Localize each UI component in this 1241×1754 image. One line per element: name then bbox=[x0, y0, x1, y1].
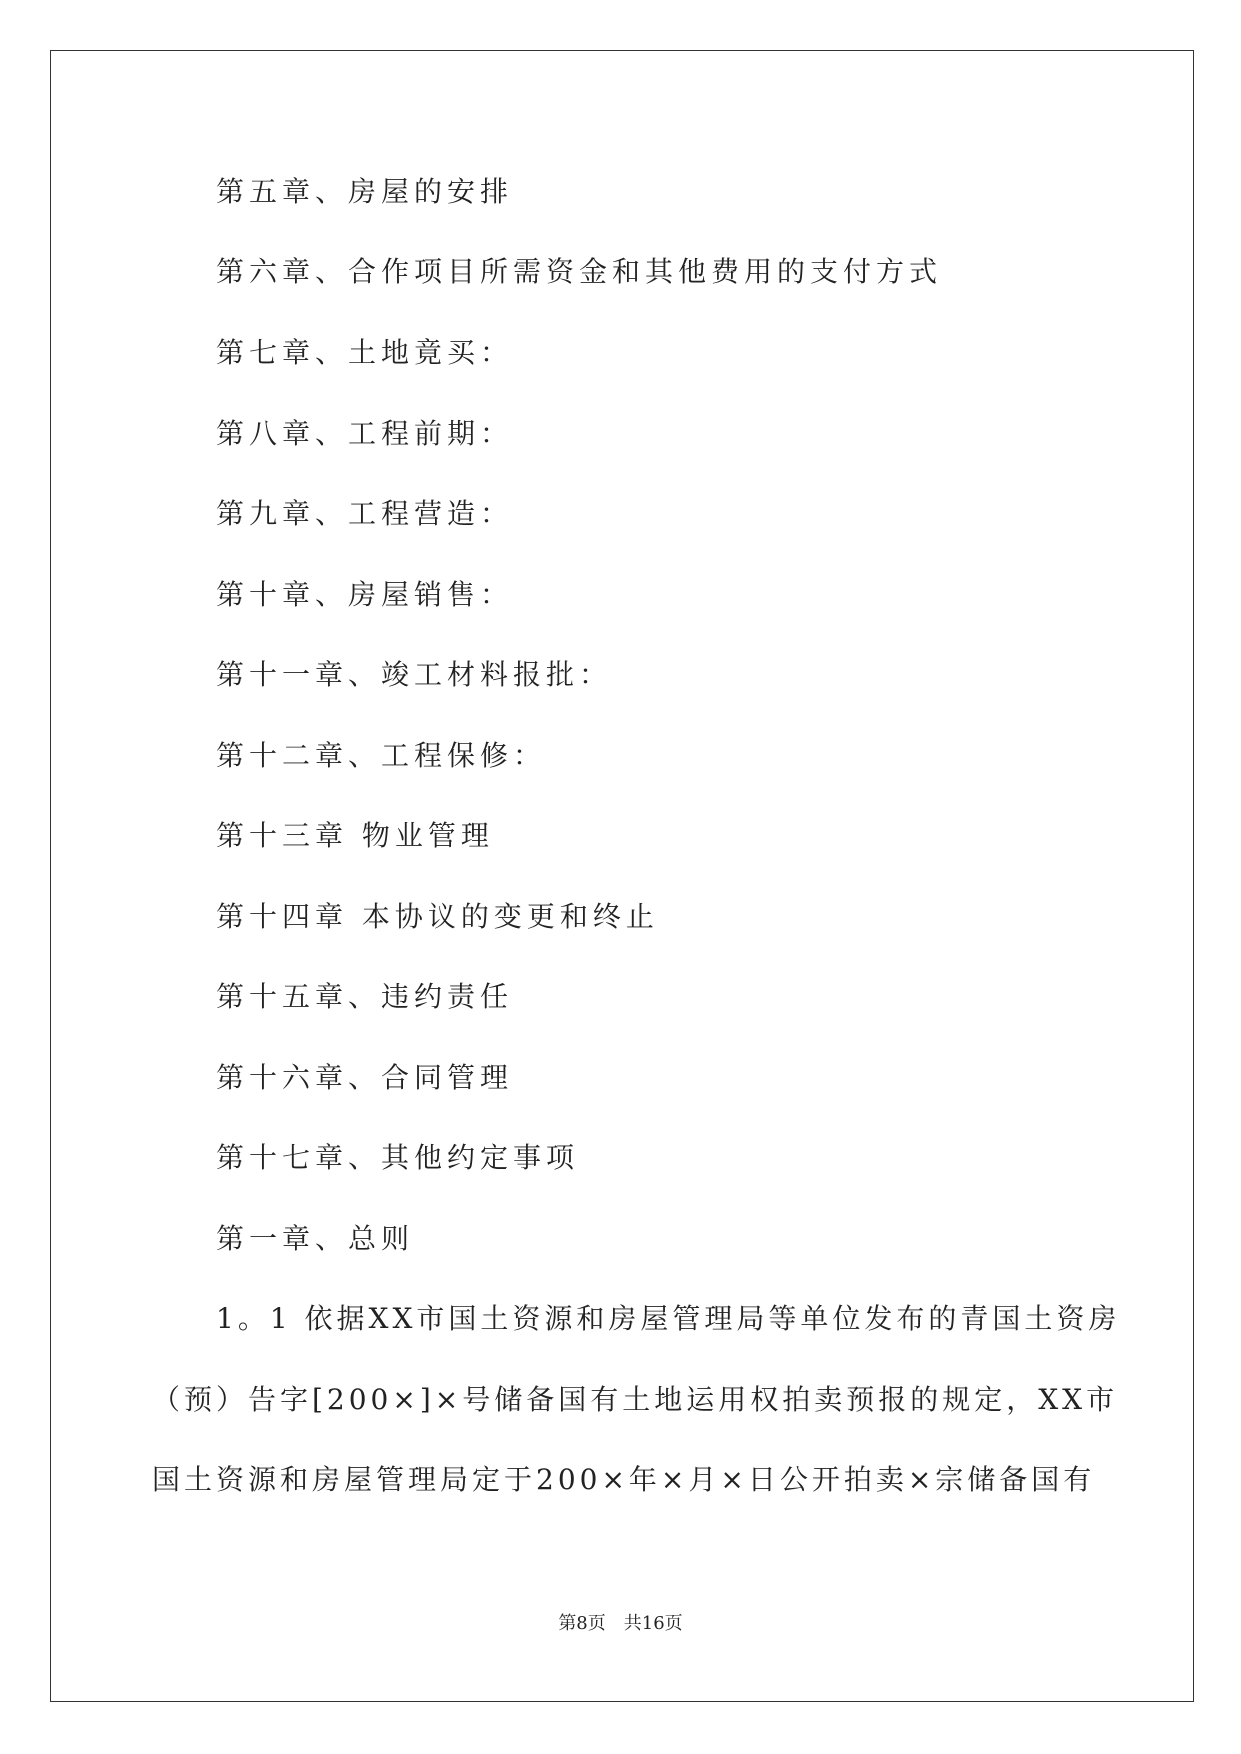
paragraph-line-3: 国土资源和房屋管理局定于200×年×月×日公开拍卖×宗储备国有 bbox=[152, 1463, 1096, 1496]
toc-item-chapter-14: 第十四章 本协议的变更和终止 bbox=[216, 900, 659, 933]
toc-item-chapter-11: 第十一章、竣工材料报批： bbox=[216, 658, 613, 691]
page-total: 共16页 bbox=[623, 1613, 683, 1634]
toc-item-chapter-1: 第一章、总则 bbox=[216, 1222, 415, 1255]
page-footer bbox=[0, 1612, 1241, 1636]
toc-item-chapter-12: 第十二章、工程保修： bbox=[216, 739, 547, 772]
toc-item-chapter-13: 第十三章 物业管理 bbox=[216, 819, 494, 852]
toc-item-chapter-6: 第六章、合作项目所需资金和其他费用的支付方式 bbox=[216, 255, 943, 288]
toc-item-chapter-10: 第十章、房屋销售： bbox=[216, 578, 514, 611]
toc-item-chapter-16: 第十六章、合同管理 bbox=[216, 1061, 514, 1094]
toc-item-chapter-15: 第十五章、违约责任 bbox=[216, 980, 514, 1013]
toc-item-chapter-8: 第八章、工程前期： bbox=[216, 417, 514, 450]
toc-item-chapter-5: 第五章、房屋的安排 bbox=[216, 175, 514, 208]
toc-item-chapter-7: 第七章、土地竟买： bbox=[216, 336, 514, 369]
toc-item-chapter-9: 第九章、工程营造： bbox=[216, 497, 514, 530]
toc-item-chapter-17: 第十七章、其他约定事项 bbox=[216, 1141, 580, 1174]
page-number: 第8页 bbox=[558, 1613, 606, 1634]
page-border bbox=[50, 50, 1194, 1702]
paragraph-line-1: 1。1 依据XX市国土资源和房屋管理局等单位发布的青国土资房 bbox=[216, 1302, 1121, 1335]
paragraph-line-2: （预）告字[200×]×号储备国有土地运用权拍卖预报的规定，XX市 bbox=[152, 1383, 1119, 1416]
